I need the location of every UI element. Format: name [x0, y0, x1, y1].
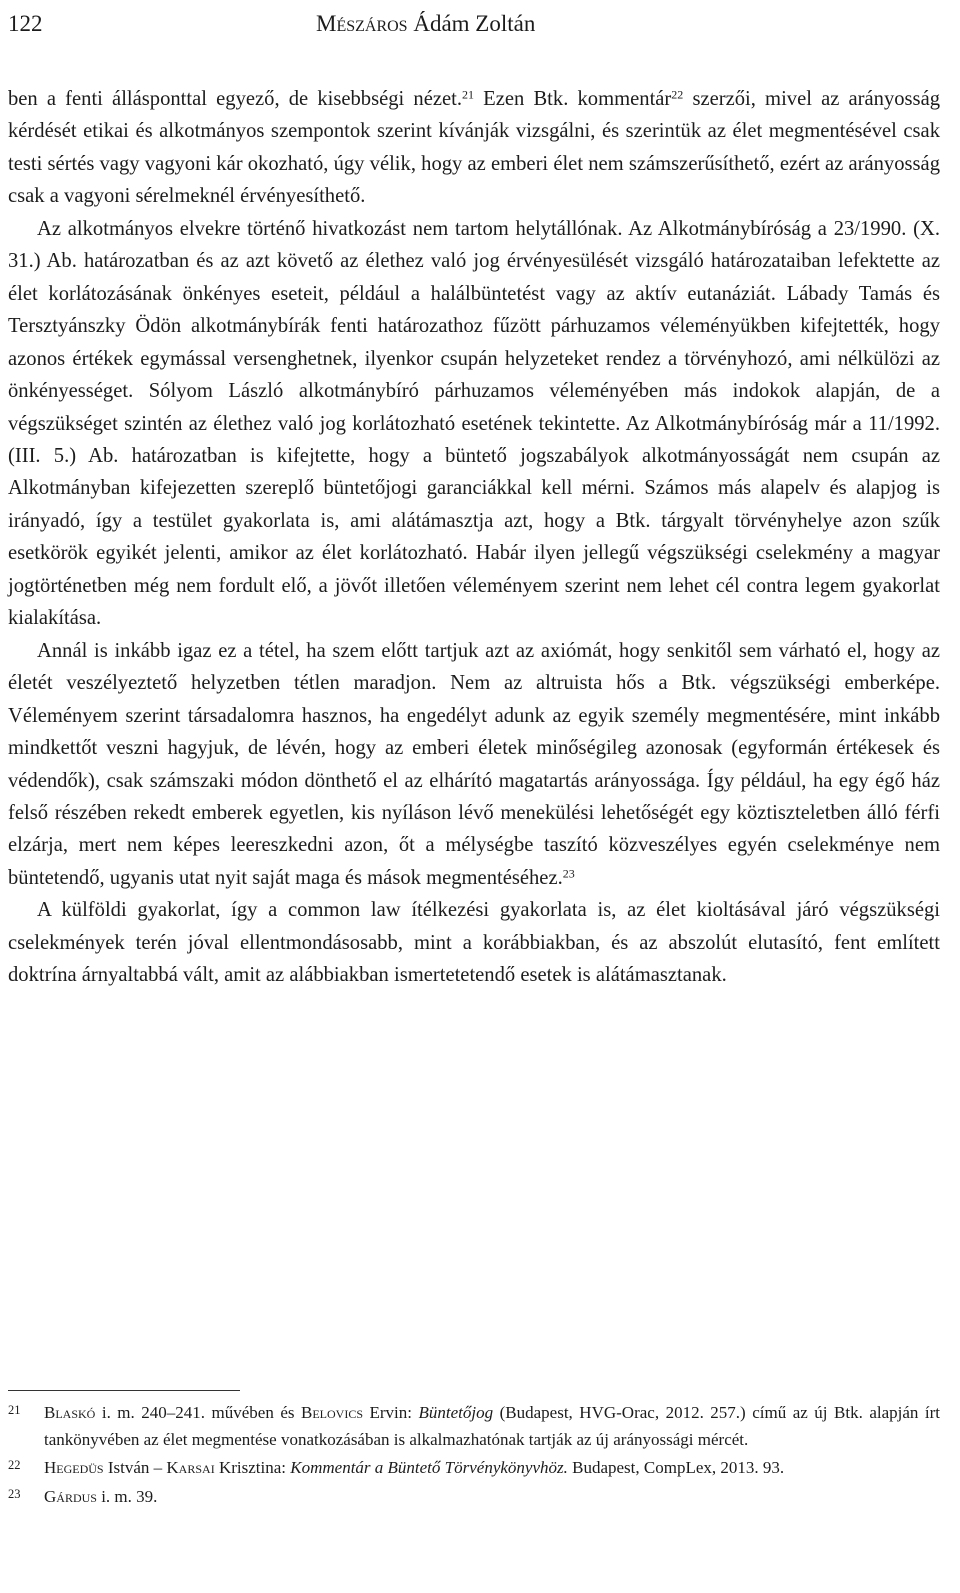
page-number: 122	[8, 11, 43, 36]
footnote-author: Blaskó	[44, 1403, 96, 1422]
footnote-book-title: Büntetőjog	[418, 1403, 494, 1422]
running-header	[8, 6, 940, 42]
paragraph-1-text-a: ben a fenti állásponttal egyező, de kisebbségi nézet.	[8, 88, 462, 110]
footnote-author: Gárdus	[44, 1486, 97, 1506]
running-header-author	[316, 6, 535, 42]
footnotes	[8, 1400, 940, 1512]
footnote-text: i. m. 240–241. művében és	[95, 1403, 301, 1422]
paragraph-1-text-b: Ezen Btk. kommentár	[474, 88, 672, 110]
paragraph-3-text: Annál is inkább igaz ez a tétel, ha szem előtt tartjuk azt az axiómát, hogy senkitől sem várható el, hogy az életét veszélyeztető helyzetben tétlen maradjon. Nem az altruista hős a Btk. végszükségi emberképe. Véleményem szerint társadalomra hasznos, ha engedélyt adunk az egyik személy megmentésére, mint inkább mindkettőt veszni hagyjuk, de lévén, hogy az emberi életek minőségileg azonosak (egyformán értékesek és védendők), csak számszaki módon dönthető el az elhárító magatartás arányossága. Így például, ha egy égő ház felső részében rekedt emberek egyetlen, kis nyíláson lévő menekülési lehetőségét egy köztiszteletben álló férfi elzárja, mert nem képes leereszkedni azon, őt a mélységbe taszító közveszélyes egyén cselekménye nem büntetendő, ugyanis utat nyit saját maga és mások megmentéséhez.	[8, 639, 940, 889]
footnote-22	[8, 1455, 940, 1482]
footnote-ref-21[interactable]: 21	[462, 87, 474, 102]
paragraph-1-text-c: szerzői, mivel az arányosság kérdését etikai és alkotmányos szempontok szerint kívánják vizsgálni, és szerintük az élet megmentésével csak testi sértés vagy vagyoni kár okozható, úgy vélik, hogy az emberi élet nem számszerűsíthető, ezért az arányosság csak a vagyoni sérelmeknél érvényesíthető.	[8, 88, 941, 208]
footnote-number: 23	[8, 1486, 21, 1501]
footnote-ref-23[interactable]: 23	[562, 866, 575, 881]
footnote-text: (Budapest, HVG-Orac, 2012. 257.) című az új Btk. alapján írt tankönyvében az élet megmentése vonatkozásában is alkalmazhatónak tartják az új arányossági mércét.	[44, 1403, 941, 1449]
footnote-book-title: Kommentár a Büntető Törvénykönyvhöz.	[290, 1458, 568, 1477]
paragraph-3	[8, 635, 940, 895]
footnote-author: Hegedüs	[44, 1458, 104, 1477]
footnote-text: Ervin:	[363, 1403, 419, 1422]
footnote-text: Krisztina:	[214, 1458, 291, 1477]
footnote-text: István –	[103, 1458, 167, 1477]
main-text	[8, 83, 940, 992]
footnote-23	[8, 1484, 940, 1511]
footnote-ref-22[interactable]: 22	[671, 87, 684, 102]
author-family-name: Mészáros	[316, 11, 408, 36]
author-given-name: Ádám Zoltán	[413, 11, 536, 36]
paragraph-2: Az alkotmányos elvekre történő hivatkozást nem tartom helytállónak. Az Alkotmánybíróság a 23/1990. (X. 31.) Ab. határozatban és az azt követő az élethez való jog érvényesülését vizsgáló határozataiban lefektette az élet korlátozásának önkényes eseteit, például a halálbüntetést vagy az aktív eutanáziát. Lábady Tamás és Tersztyánszky Ödön alkotmánybírák fenti határozathoz fűzött párhuzamos véleményükben kifejtették, hogy azonos értékek egymással versenghetnek, ilyenkor csupán helyzeteket rendez a törvényhozó, ami nélkülözi az önkényességet. Sólyom László alkotmánybíró párhuzamos véleményében más indokok alapján, de a végszükséget szintén az élethez való jog korlátozható esetének tekintette. Az Alkotmánybíróság már a 11/1992. (III. 5.) Ab. határozatban is kifejtette, hogy a büntető jogszabályok alkotmányosságát nem csupán az Alkotmányban kifejezetten szereplő büntetőjogi garanciákkal kell mérni. Számos más alapelv és alapjog is irányadó, így a testület gyakorlata is, ami alátámasztja azt, hogy a Btk. tárgyalt törvényhelye azon szűk esetkörök egyikét jelenti, amikor az élet korlátozható. Habár ilyen jellegű végszükségi cselekmény a magyar jogtörténetben még nem fordult elő, a jövőt illetően véleményem szerint nem lehet cél contra legem gyakorlat kialakítása.	[8, 217, 940, 630]
footnote-number: 21	[8, 1403, 21, 1417]
footnote-text: i. m. 39.	[96, 1486, 158, 1506]
footnote-author: Karsai	[166, 1458, 215, 1477]
paragraph-1	[8, 83, 940, 213]
paragraph-4: A külföldi gyakorlat, így a common law ítélkezési gyakorlata is, az élet kioltásával járó végszükségi cselekmények terén jóval ellentmondásosabb, mint a korábbiakban, és az abszolút elutasító, fent említett doktrína árnyaltabbá vált, amit az alábbiakban ismertetetendő esetek is alátámasztanak.	[8, 899, 940, 987]
footnote-author: Belovics	[301, 1403, 364, 1422]
footnote-number: 22	[8, 1458, 21, 1472]
footnote-text: Budapest, CompLex, 2013. 93.	[567, 1458, 785, 1477]
footnote-21	[8, 1400, 940, 1453]
footnote-separator	[8, 1390, 240, 1391]
